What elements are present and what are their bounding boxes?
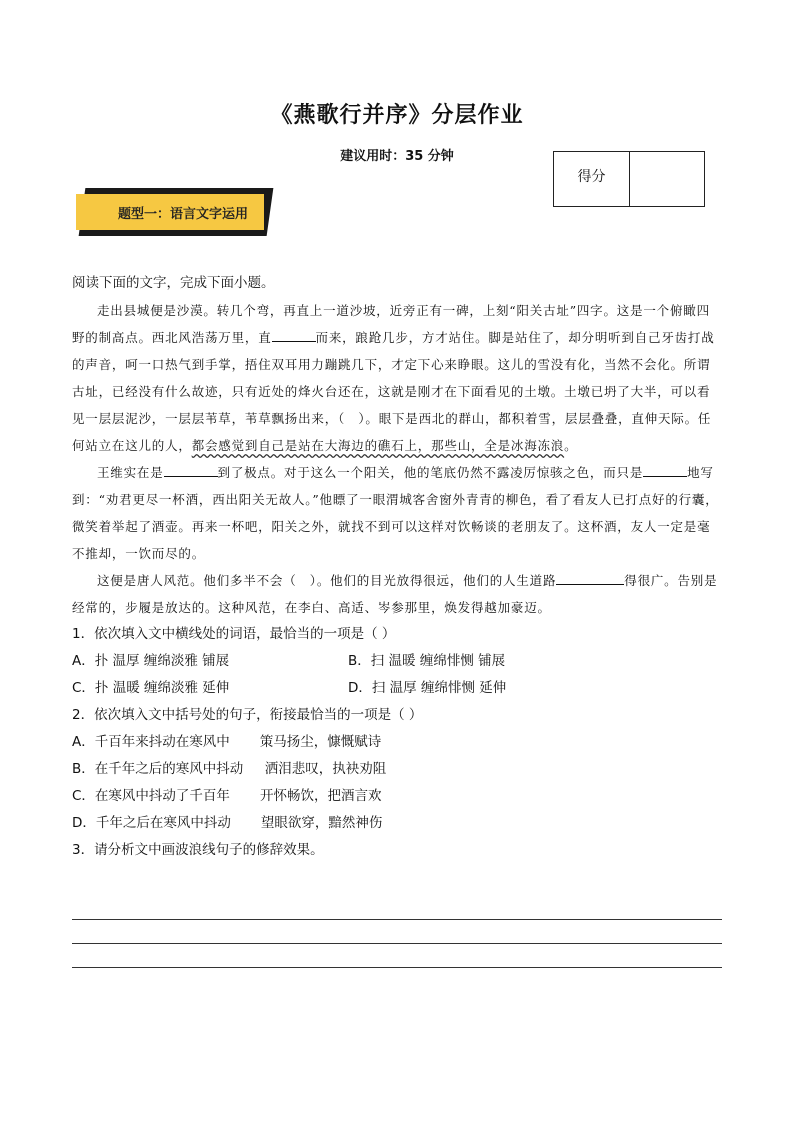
question-stem: 3．请分析文中画波浪线句子的修辞效果。 (72, 842, 324, 858)
passage-paragraph-1 (72, 297, 722, 459)
score-label: 得分 (554, 152, 630, 206)
option-b[interactable]: B．在千年之后的寒风中抖动 洒泪悲叹，执袂劝阻 (72, 761, 387, 777)
option-d[interactable]: D．扫 温厚 缠绵悱恻 延伸 (348, 680, 507, 696)
option-row (72, 675, 722, 702)
fill-blank-3 (643, 462, 687, 477)
option-c[interactable]: C．在寒风中抖动了千百年 开怀畅饮，把酒言欢 (72, 788, 382, 804)
option-b[interactable]: B．扫 温暖 缠绵悱恻 铺展 (348, 653, 506, 669)
content (72, 270, 722, 864)
answer-line[interactable] (72, 943, 722, 944)
option-a[interactable]: A．扑 温厚 缠绵淡雅 铺展 (72, 653, 230, 669)
fill-blank-1 (272, 327, 316, 342)
passage-text: 这便是唐人风范。他们多半不会（ ）。他们的目光放得很远，他们的人生道路 (97, 573, 557, 588)
passage-text: 到了极点。对于这么一个阳关，他的笔底仍然不露凌厉惊骇之色，而只是 (217, 465, 644, 480)
suggested-time: 建议用时：35 分钟 (340, 149, 454, 164)
passage-text: 得很广。告别是经常的，步履是放达的。这种风范，在李白、高适、岑参那里，焕发得越加豪迈。 (72, 573, 718, 615)
option-a[interactable]: A．千百年来抖动在寒风中 策马扬尘，慷慨赋诗 (72, 734, 382, 750)
score-value-field[interactable] (630, 152, 704, 206)
intro-text: 阅读下面的文字，完成下面小题。 (72, 275, 275, 291)
option-c[interactable]: C．扑 温暖 缠绵淡雅 延伸 (72, 680, 230, 696)
passage-text: 地写到：“劝君更尽一杯酒，西出阳关无故人。”他瞟了一眼渭城客舍窗外青青的柳色，看了看友人已打点好的行囊，微笑着举起了酒壶。再来一杯吧，阳关之外，就找不到可以这样对饮畅谈的老朋友了。这杯酒，友人一定是毫不推却，一饮而尽的。 (72, 465, 719, 561)
answer-line[interactable] (72, 919, 722, 920)
passage-paragraph-3 (72, 567, 722, 621)
passage-text: 。 (564, 438, 578, 453)
passage-text: 走出县城便是沙漠。转几个弯，再直上一道沙坡，近旁正有一碑，上刻“阳关古址”四字。这是一个俯瞰四野的制高点。西北风浩荡万里，直 (72, 303, 710, 345)
score-box (553, 151, 705, 207)
question-stem: 1．依次填入文中横线处的词语，最恰当的一项是（ ） (72, 626, 396, 642)
passage-paragraph-2 (72, 459, 722, 567)
passage-text: 而来，踉跄几步，方才站住。脚是站住了，却分明听到自己牙齿打战的声音，呵一口热气到手掌，捂住双耳用力蹦跳几下，才定下心来睁眼。这儿的雪没有化，当然不会化。所谓古址，已经没有什么故迹，只有近处的烽火台还在，这就是刚才在下面看见的土墩。土墩已坍了大半，可以看见一层层泥沙，一层层苇草，苇草飘扬出来，（ ）。眼下是西北的群山，都积着雪，层层叠叠，直伸天际。任何站立在这儿的人， (72, 330, 715, 453)
option-d[interactable]: D．千年之后在寒风中抖动 望眼欲穿，黯然神伤 (72, 815, 383, 831)
wavy-underlined-sentence: 都会感觉到自己是站在大海边的礁石上，那些山，全是冰海冻浪 (191, 438, 565, 453)
banner-label: 题型一：语言文字运用 (118, 207, 249, 222)
fill-blank-4 (556, 570, 624, 585)
page-title: 《燕歌行并序》分层作业 (270, 103, 524, 128)
passage-text: 王维实在是 (97, 465, 164, 480)
option-row (72, 648, 722, 675)
section-banner (76, 186, 272, 238)
answer-line[interactable] (72, 967, 722, 968)
question-stem: 2．依次填入文中括号处的句子，衔接最恰当的一项是（ ） (72, 707, 423, 723)
fill-blank-2 (164, 462, 218, 477)
